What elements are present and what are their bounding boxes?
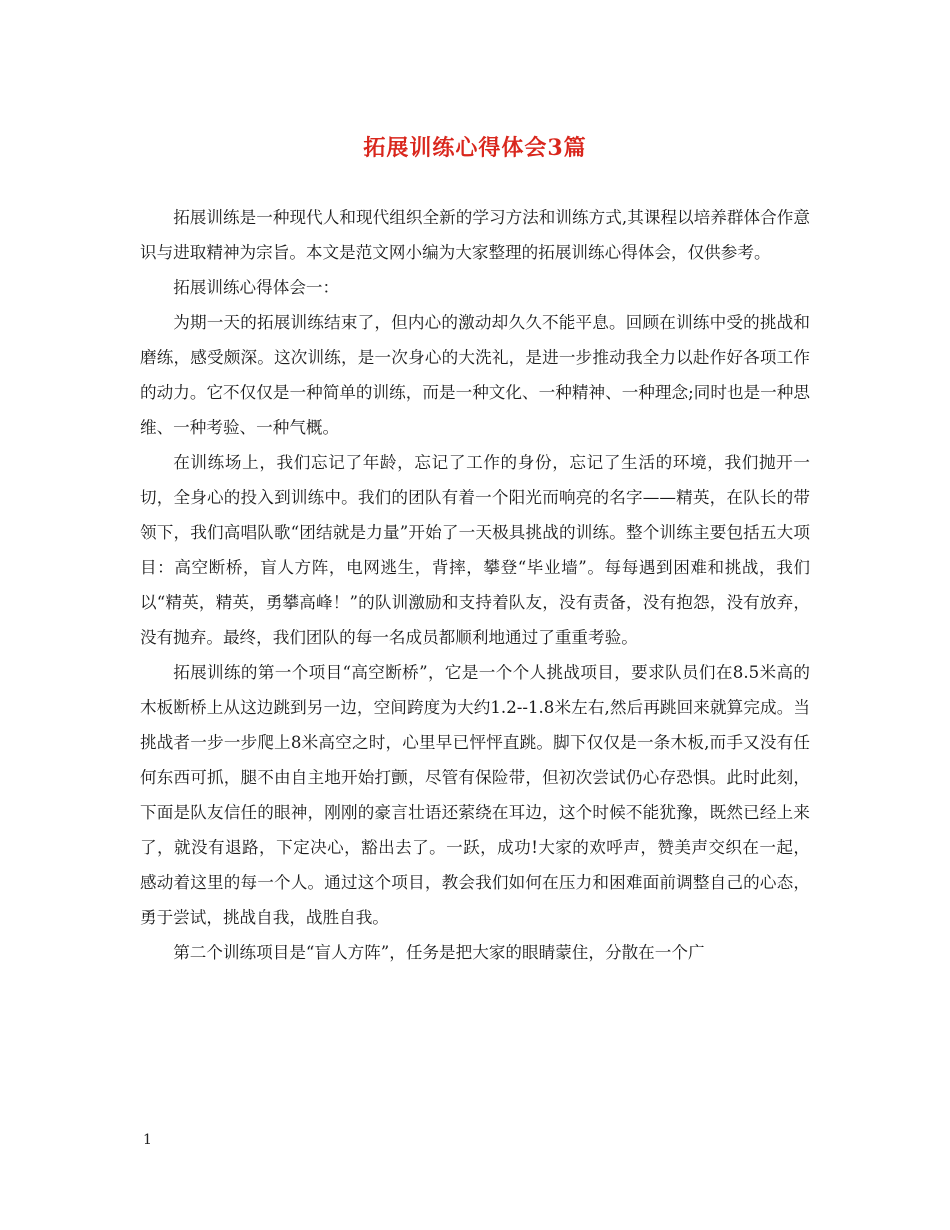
paragraph-blind-square: 第二个训练项目是“盲人方阵”，任务是把大家的眼睛蒙住，分散在一个广 [173,943,705,962]
paragraph-intro: 拓展训练是一种现代人和现代组织全新的学习方法和训练方式,其课程以培养群体合作意识与进取精神为宗旨。本文是范文网小编为大家整理的拓展训练心得体会，仅供参考。 [140,208,810,262]
paragraph-section-heading: 拓展训练心得体会一： [173,278,340,297]
document-body [140,200,810,970]
page-number: 1 [143,1132,152,1148]
paragraph-training-field: 在训练场上，我们忘记了年龄，忘记了工作的身份，忘记了生活的环境，我们抛开一切，全身心的投入到训练中。我们的团队有着一个阳光而响亮的名字——精英，在队长的带领下，我们高唱队歌“团结就是力量”开始了一天极具挑战的训练。整个训练主要包括五大项目：高空断桥，盲人方阵，电网逃生，背摔，攀登“毕业墙”。每每遇到困难和挑战，我们以“精英，精英，勇攀高峰！”的队训激励和支持着队友，没有责备，没有抱怨，没有放弃，没有抛弃。最终，我们团队的每一名成员都顺利地通过了重重考验。 [140,453,810,647]
document-title: 拓展训练心得体会3篇 [363,135,587,161]
paragraph-high-bridge: 拓展训练的第一个项目“高空断桥”，它是一个个人挑战项目，要求队员们在8.5米高的木板断桥上从这边跳到另一边，空间跨度为大约1.2--1.8米左右,然后再跳回来就算完成。当挑战者一步一步爬上8米高空之时，心里早已怦怦直跳。脚下仅仅是一条木板,而手又没有任何东西可抓，腿不由自主地开始打颤，尽管有保险带，但初次尝试仍心存恐惧。此时此刻，下面是队友信任的眼神，刚刚的豪言壮语还萦绕在耳边，这个时候不能犹豫，既然已经上来了，就没有退路，下定决心，豁出去了。一跃，成功!大家的欢呼声，赞美声交织在一起，感动着这里的每一个人。通过这个项目，教会我们如何在压力和困难面前调整自己的心态，勇于尝试，挑战自我，战胜自我。 [140,663,810,927]
paragraph-reflection: 为期一天的拓展训练结束了，但内心的激动却久久不能平息。回顾在训练中受的挑战和磨练，感受颇深。这次训练，是一次身心的大洗礼，是进一步推动我全力以赴作好各项工作的动力。它不仅仅是一种简单的训练，而是一种文化、一种精神、一种理念;同时也是一种思维、一种考验、一种气概。 [140,313,810,437]
